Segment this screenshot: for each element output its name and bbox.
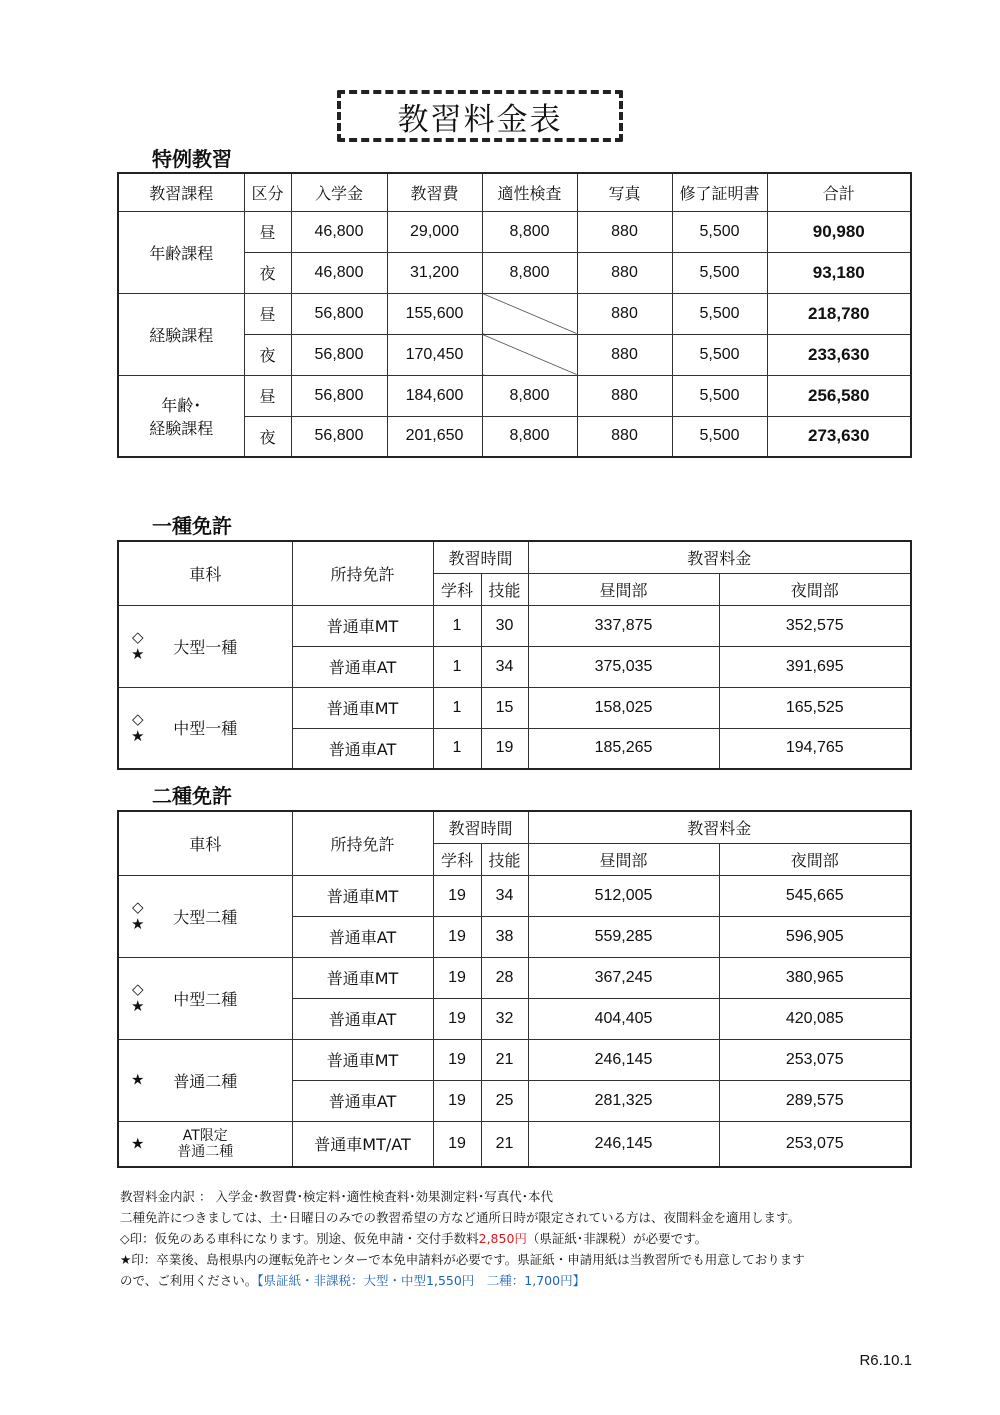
header-hours: 教習時間	[433, 811, 528, 843]
note-line-4: ★印：卒業後、島根県内の運転免許センターで本免申請料が必要です。県証紙・申請用紙は当教習所でも用意しております	[120, 1252, 805, 1267]
gakka-cell: 19	[433, 1121, 481, 1167]
course-name	[118, 375, 244, 457]
vehicle-class-name: 大型一種	[173, 637, 238, 657]
gakka-cell: 19	[433, 875, 481, 916]
total-cell: 93,180	[767, 252, 911, 293]
notes	[120, 1186, 920, 1291]
header-kubun: 区分	[244, 173, 291, 211]
special-header-row	[118, 173, 911, 211]
daytime-fee-cell: 559,285	[528, 916, 719, 957]
daytime-fee-cell: 246,145	[528, 1121, 719, 1167]
vehicle-class-cell	[118, 957, 292, 1039]
license-cell: 普通車AT	[292, 998, 433, 1039]
license-cell: 普通車MT	[292, 957, 433, 998]
marks	[131, 1072, 144, 1089]
gakka-cell: 1	[433, 646, 481, 687]
admission-cell: 46,800	[291, 211, 387, 252]
gino-cell: 21	[481, 1039, 528, 1080]
header-hours: 教習時間	[433, 541, 528, 573]
nighttime-fee-cell: 391,695	[719, 646, 911, 687]
vehicle-class-cell	[118, 687, 292, 769]
tuition-cell: 201,650	[387, 416, 482, 457]
diamond-icon: ◇	[131, 628, 144, 646]
marks	[131, 981, 144, 1015]
daytime-fee-cell: 185,265	[528, 728, 719, 769]
note-line-3-b: （県証紙･非課税）が必要です。	[526, 1231, 708, 1246]
header-daytime: 昼間部	[528, 843, 719, 875]
nighttime-fee-cell: 596,905	[719, 916, 911, 957]
star-icon: ★	[131, 726, 145, 745]
table-row	[118, 1039, 911, 1080]
note-line-3	[120, 1228, 920, 1249]
daytime-fee-cell: 337,875	[528, 605, 719, 646]
gakka-cell: 1	[433, 605, 481, 646]
nighttime-fee-cell: 352,575	[719, 605, 911, 646]
header-daytime: 昼間部	[528, 573, 719, 605]
certificate-cell: 5,500	[672, 293, 767, 334]
photo-cell: 880	[577, 211, 672, 252]
photo-cell: 880	[577, 293, 672, 334]
second-license-table	[117, 810, 912, 1168]
vehicle-class-name: 大型二種	[173, 907, 238, 927]
header-license: 所持免許	[292, 811, 433, 875]
header-gino: 技能	[481, 843, 528, 875]
header-certificate: 修了証明書	[672, 173, 767, 211]
header-aptitude: 適性検査	[482, 173, 577, 211]
nighttime-fee-cell: 545,665	[719, 875, 911, 916]
aptitude-cell: 8,800	[482, 375, 577, 416]
diamond-icon: ◇	[131, 709, 144, 728]
kubun-cell: 夜	[244, 334, 291, 375]
certificate-cell: 5,500	[672, 416, 767, 457]
tuition-cell: 184,600	[387, 375, 482, 416]
tuition-cell: 170,450	[387, 334, 482, 375]
header-gakka: 学科	[433, 843, 481, 875]
first-license-table	[117, 540, 912, 770]
admission-cell: 56,800	[291, 375, 387, 416]
photo-cell: 880	[577, 416, 672, 457]
daytime-fee-cell: 367,245	[528, 957, 719, 998]
gino-cell: 15	[481, 687, 528, 728]
nighttime-fee-cell: 380,965	[719, 957, 911, 998]
license-cell: 普通車MT	[292, 875, 433, 916]
gakka-cell: 19	[433, 998, 481, 1039]
diamond-icon: ◇	[131, 898, 144, 916]
gakka-cell: 1	[433, 728, 481, 769]
total-cell: 273,630	[767, 416, 911, 457]
table-row	[118, 605, 911, 646]
star-icon: ★	[131, 915, 145, 933]
nighttime-fee-cell: 165,525	[719, 687, 911, 728]
total-cell: 256,580	[767, 375, 911, 416]
table-row	[118, 211, 911, 252]
kubun-cell: 昼	[244, 293, 291, 334]
kubun-cell: 昼	[244, 211, 291, 252]
header-course: 教習課程	[118, 173, 244, 211]
kubun-cell: 夜	[244, 252, 291, 293]
header-shaka: 車科	[118, 811, 292, 875]
daytime-fee-cell: 404,405	[528, 998, 719, 1039]
license-cell: 普通車MT	[292, 1039, 433, 1080]
license-cell: 普通車MT	[292, 605, 433, 646]
admission-cell: 56,800	[291, 293, 387, 334]
header-gino: 技能	[481, 573, 528, 605]
vehicle-class-name: 中型一種	[173, 719, 238, 739]
license-cell: 普通車MT	[292, 687, 433, 728]
marks	[131, 1135, 144, 1152]
marks	[131, 711, 144, 745]
course-name: 経験課程	[118, 293, 244, 375]
gino-cell: 32	[481, 998, 528, 1039]
vehicle-class-cell	[118, 605, 292, 687]
table-row	[118, 375, 911, 416]
license-cell: 普通車AT	[292, 916, 433, 957]
star-icon: ★	[131, 1070, 145, 1089]
gakka-cell: 19	[433, 1080, 481, 1121]
marks	[131, 629, 144, 663]
header-nighttime: 夜間部	[719, 843, 911, 875]
nighttime-fee-cell: 253,075	[719, 1121, 911, 1167]
course-name-line1: 年齢･	[161, 395, 202, 415]
photo-cell: 880	[577, 375, 672, 416]
admission-cell: 46,800	[291, 252, 387, 293]
admission-cell: 56,800	[291, 334, 387, 375]
aptitude-cell-na	[482, 293, 577, 334]
aptitude-cell-na	[482, 334, 577, 375]
nighttime-fee-cell: 420,085	[719, 998, 911, 1039]
vehicle-class-name: 普通二種	[173, 1071, 238, 1091]
photo-cell: 880	[577, 334, 672, 375]
gino-cell: 38	[481, 916, 528, 957]
tuition-cell: 31,200	[387, 252, 482, 293]
nighttime-fee-cell: 289,575	[719, 1080, 911, 1121]
daytime-fee-cell: 281,325	[528, 1080, 719, 1121]
first-header-row	[118, 541, 911, 573]
header-gakka: 学科	[433, 573, 481, 605]
first-section-title: 一種免許	[152, 514, 232, 538]
table-row	[118, 957, 911, 998]
gakka-cell: 1	[433, 687, 481, 728]
gakka-cell: 19	[433, 1039, 481, 1080]
gakka-cell: 19	[433, 916, 481, 957]
kubun-cell: 昼	[244, 375, 291, 416]
second-section-title: 二種免許	[152, 784, 232, 808]
gino-cell: 19	[481, 728, 528, 769]
photo-cell: 880	[577, 252, 672, 293]
vehicle-class-cell	[118, 1121, 292, 1167]
diamond-icon: ◇	[131, 980, 144, 998]
table-row	[118, 1121, 911, 1167]
gino-cell: 34	[481, 646, 528, 687]
star-icon: ★	[131, 1134, 145, 1153]
special-section-title: 特例教習	[152, 147, 232, 171]
admission-cell: 56,800	[291, 416, 387, 457]
gino-cell: 21	[481, 1121, 528, 1167]
note-fee-blue: 【県証紙・非課税：大型・中型1,550円 二種：1,700円】	[257, 1273, 586, 1288]
star-icon: ★	[131, 997, 145, 1015]
gino-cell: 28	[481, 957, 528, 998]
daytime-fee-cell: 512,005	[528, 875, 719, 916]
aptitude-cell: 8,800	[482, 252, 577, 293]
kubun-cell: 夜	[244, 416, 291, 457]
aptitude-cell: 8,800	[482, 211, 577, 252]
course-name-line2: 経験課程	[149, 418, 214, 438]
license-cell: 普通車MT/AT	[292, 1121, 433, 1167]
nighttime-fee-cell: 253,075	[719, 1039, 911, 1080]
license-cell: 普通車AT	[292, 1080, 433, 1121]
vehicle-class-line1: AT限定	[182, 1127, 228, 1144]
special-fee-table	[117, 172, 912, 458]
certificate-cell: 5,500	[672, 211, 767, 252]
aptitude-cell: 8,800	[482, 416, 577, 457]
total-cell: 218,780	[767, 293, 911, 334]
vehicle-class-line2: 普通二種	[177, 1143, 234, 1160]
nighttime-fee-cell: 194,765	[719, 728, 911, 769]
gakka-cell: 19	[433, 957, 481, 998]
tuition-cell: 155,600	[387, 293, 482, 334]
total-cell: 233,630	[767, 334, 911, 375]
note-line-3-a: ◇印：仮免のある車科になります。別途、仮免申請・交付手数料	[120, 1231, 479, 1246]
header-total: 合計	[767, 173, 911, 211]
note-line-1: 教習料金内訳 ： 入学金･教習費･検定料･適性検査料･効果測定料･写真代･本代	[120, 1189, 553, 1204]
certificate-cell: 5,500	[672, 334, 767, 375]
header-tuition: 教習費	[387, 173, 482, 211]
note-line-5	[120, 1270, 920, 1291]
revision-date: R6.10.1	[859, 1352, 912, 1369]
note-fee-red: 2,850円	[478, 1231, 527, 1246]
header-admission: 入学金	[291, 173, 387, 211]
header-license: 所持免許	[292, 541, 433, 605]
vehicle-class-cell	[118, 875, 292, 957]
daytime-fee-cell: 246,145	[528, 1039, 719, 1080]
table-row	[118, 875, 911, 916]
header-fee: 教習料金	[528, 811, 911, 843]
note-line-5-a: ので、ご利用ください。	[120, 1273, 258, 1288]
table-row	[118, 687, 911, 728]
page-title: 教習料金表	[337, 90, 623, 142]
license-cell: 普通車AT	[292, 646, 433, 687]
star-icon: ★	[131, 645, 145, 663]
gino-cell: 25	[481, 1080, 528, 1121]
daytime-fee-cell: 375,035	[528, 646, 719, 687]
header-photo: 写真	[577, 173, 672, 211]
vehicle-class-cell	[118, 1039, 292, 1121]
certificate-cell: 5,500	[672, 252, 767, 293]
second-header-row	[118, 811, 911, 843]
license-cell: 普通車AT	[292, 728, 433, 769]
marks	[131, 899, 144, 933]
note-line-2: 二種免許につきましては、土･日曜日のみでの教習希望の方など通所日時が限定されている方は、夜間料金を適用します。	[120, 1210, 801, 1225]
header-shaka: 車科	[118, 541, 292, 605]
total-cell: 90,980	[767, 211, 911, 252]
tuition-cell: 29,000	[387, 211, 482, 252]
daytime-fee-cell: 158,025	[528, 687, 719, 728]
gino-cell: 34	[481, 875, 528, 916]
header-fee: 教習料金	[528, 541, 911, 573]
gino-cell: 30	[481, 605, 528, 646]
header-nighttime: 夜間部	[719, 573, 911, 605]
vehicle-class-name: 中型二種	[173, 989, 238, 1009]
course-name: 年齢課程	[118, 211, 244, 293]
certificate-cell: 5,500	[672, 375, 767, 416]
table-row	[118, 293, 911, 334]
